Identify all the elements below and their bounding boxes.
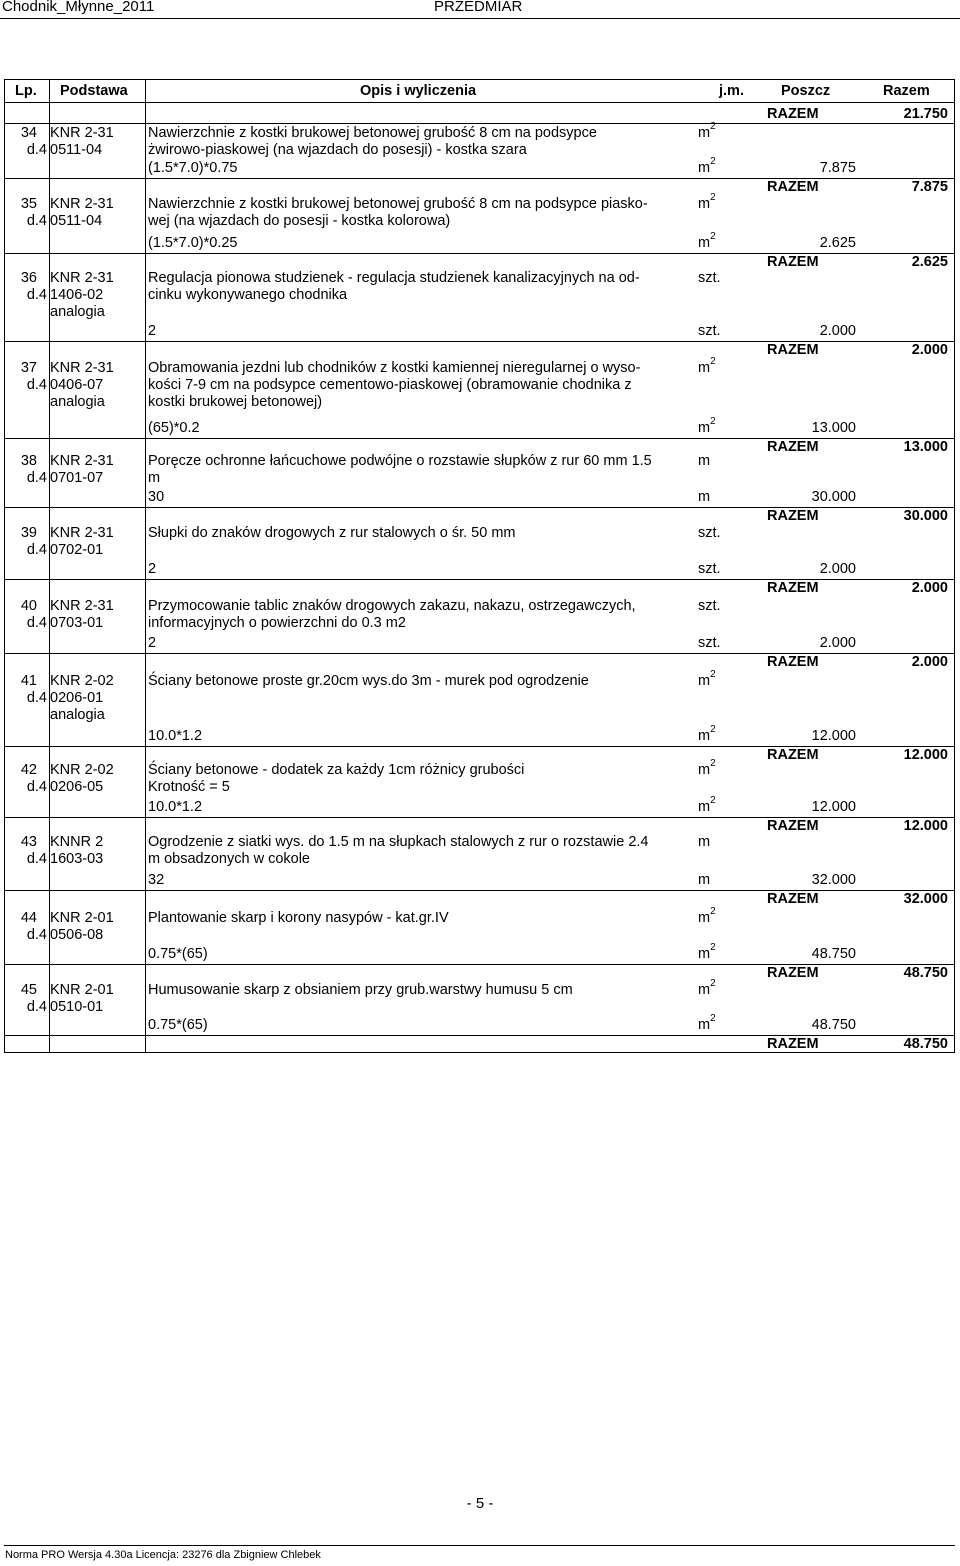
razem-label: RAZEM	[767, 439, 819, 455]
razem-value: 2.000	[911, 654, 948, 670]
item-poszcz: 2.625	[819, 235, 856, 251]
calc-unit: $m^2$	[698, 231, 716, 251]
col-razem: Razem	[883, 83, 930, 99]
item-lp: 44	[20, 910, 37, 926]
cost-estimate-table	[4, 79, 955, 1053]
item-description: wej (na wjazdach do posesji - kostka kolorowa)	[148, 213, 451, 229]
item-unit: $m^2$	[698, 906, 716, 926]
item-description: informacyjnych o powierzchni do 0.3 m2	[148, 615, 406, 631]
row-divider	[5, 1035, 954, 1036]
item-podstawa: 1406-02	[50, 287, 104, 303]
item-calculation: 0.75*(65)	[148, 1017, 208, 1033]
item-poszcz: 13.000	[811, 420, 856, 436]
item-description: Ściany betonowe proste gr.20cm wys.do 3m - murek pod ogrodzenie	[148, 673, 589, 689]
razem-value: 7.875	[911, 179, 948, 195]
calc-unit: m	[698, 872, 711, 888]
razem-value: 2.000	[911, 580, 948, 596]
item-podstawa: 0701-07	[50, 470, 104, 486]
item-description: Przymocowanie tablic znaków drogowych zakazu, nakazu, ostrzegawczych,	[148, 598, 636, 614]
item-podstawa: 0406-07	[50, 377, 104, 393]
item-unit: szt.	[698, 598, 721, 614]
razem-label: RAZEM	[767, 342, 819, 358]
item-lp: 37	[20, 360, 37, 376]
item-lp: 41	[20, 673, 37, 689]
item-poszcz: 12.000	[811, 728, 856, 744]
item-calculation: 10.0*1.2	[148, 728, 203, 744]
item-description: Humusowanie skarp z obsianiem przy grub.warstwy humusu 5 cm	[148, 982, 573, 998]
item-podstawa: KNR 2-31	[50, 270, 114, 286]
item-lp: 38	[20, 453, 37, 469]
razem-value: 2.625	[911, 254, 948, 270]
table-header	[5, 80, 954, 103]
item-calculation: (1.5*7.0)*0.75	[148, 160, 238, 176]
item-description: Krotność = 5	[148, 779, 230, 795]
item-calculation: 2	[148, 323, 157, 339]
col-poszcz: Poszcz	[781, 83, 831, 99]
item-calculation: 2	[148, 635, 157, 651]
item-unit: $m^2$	[698, 978, 716, 998]
razem-label: RAZEM	[767, 654, 819, 670]
item-unit: $m^2$	[698, 758, 716, 778]
item-d: d.4	[26, 142, 47, 158]
item-lp: 40	[20, 598, 37, 614]
item-podstawa: KNR 2-31	[50, 196, 114, 212]
item-poszcz: 12.000	[811, 799, 856, 815]
item-description: Słupki do znaków drogowych z rur stalowych o śr. 50 mm	[148, 525, 516, 541]
item-podstawa: KNR 2-31	[50, 453, 114, 469]
col-opis: Opis i wyliczenia	[360, 83, 477, 99]
row-divider	[5, 123, 954, 124]
row-divider	[5, 253, 954, 254]
item-poszcz: 2.000	[819, 635, 856, 651]
item-description: Nawierzchnie z kostki brukowej betonowej grubość 8 cm na podsypce	[148, 125, 597, 141]
item-lp: 45	[20, 982, 37, 998]
item-description: Poręcze ochronne łańcuchowe podwójne o rozstawie słupków z rur 60 mm 1.5	[148, 453, 652, 469]
footer-license: Norma PRO Wersja 4.30a Licencja: 23276 dla Zbigniew Chlebek	[5, 1549, 321, 1561]
razem-value: 12.000	[903, 818, 948, 834]
row-divider	[5, 817, 954, 818]
col-jm: j.m.	[719, 83, 744, 99]
item-lp: 34	[20, 125, 37, 141]
col-lp: Lp.	[15, 83, 37, 99]
row-divider	[5, 341, 954, 342]
razem-label: RAZEM	[767, 580, 819, 596]
calc-unit: $m^2$	[698, 1013, 716, 1033]
col-podstawa: Podstawa	[60, 83, 128, 99]
item-poszcz: 48.750	[811, 946, 856, 962]
item-d: d.4	[26, 690, 47, 706]
item-lp: 42	[20, 762, 37, 778]
item-d: d.4	[26, 851, 47, 867]
item-poszcz: 48.750	[811, 1017, 856, 1033]
razem-label: RAZEM	[767, 747, 819, 763]
item-podstawa: KNNR 2	[50, 834, 104, 850]
item-podstawa: 0206-01	[50, 690, 104, 706]
razem-label: RAZEM	[767, 1036, 819, 1052]
item-poszcz: 2.000	[819, 561, 856, 577]
item-description: kości 7-9 cm na podsypce cementowo-piaskowej (obramowanie chodnika z	[148, 377, 632, 393]
item-poszcz: 7.875	[819, 160, 856, 176]
item-d: d.4	[26, 779, 47, 795]
item-podstawa: KNR 2-31	[50, 525, 114, 541]
razem-value: 13.000	[903, 439, 948, 455]
item-d: d.4	[26, 287, 47, 303]
row-divider	[5, 653, 954, 654]
row-divider	[5, 178, 954, 179]
calc-unit: $m^2$	[698, 724, 716, 744]
item-podstawa: 1603-03	[50, 851, 104, 867]
row-divider	[5, 964, 954, 965]
razem-label: RAZEM	[767, 891, 819, 907]
calc-unit: $m^2$	[698, 795, 716, 815]
item-d: d.4	[26, 377, 47, 393]
item-description: Ściany betonowe - dodatek za każdy 1cm różnicy grubości	[148, 762, 525, 778]
razem-value: 2.000	[911, 342, 948, 358]
item-poszcz: 32.000	[811, 872, 856, 888]
razem-label: RAZEM	[767, 254, 819, 270]
item-podstawa: KNR 2-01	[50, 982, 114, 998]
item-description: m	[148, 470, 161, 486]
item-podstawa: KNR 2-01	[50, 910, 114, 926]
item-poszcz: 2.000	[819, 323, 856, 339]
item-podstawa: 0506-08	[50, 927, 104, 943]
item-calculation: 0.75*(65)	[148, 946, 208, 962]
razem-value: 48.750	[903, 965, 948, 981]
item-calculation: 32	[148, 872, 165, 888]
header-rule	[0, 18, 960, 19]
project-name: Chodnik_Młynne_2011	[2, 0, 155, 15]
item-podstawa: 0510-01	[50, 999, 104, 1015]
item-podstawa: KNR 2-31	[50, 360, 114, 376]
item-unit: m	[698, 453, 711, 469]
calc-unit: $m^2$	[698, 416, 716, 436]
calc-unit: $m^2$	[698, 156, 716, 176]
calc-unit: $m^2$	[698, 942, 716, 962]
item-description: Nawierzchnie z kostki brukowej betonowej grubość 8 cm na podsypce piasko-	[148, 196, 648, 212]
item-d: d.4	[26, 615, 47, 631]
item-podstawa: KNR 2-31	[50, 125, 114, 141]
item-podstawa: analogia	[50, 394, 105, 410]
item-podstawa: 0703-01	[50, 615, 104, 631]
calc-unit: szt.	[698, 635, 721, 651]
razem-label: RAZEM	[767, 106, 819, 122]
razem-label: RAZEM	[767, 818, 819, 834]
item-description: cinku wykonywanego chodnika	[148, 287, 348, 303]
item-podstawa: analogia	[50, 304, 105, 320]
item-d: d.4	[26, 542, 47, 558]
item-d: d.4	[26, 470, 47, 486]
row-divider	[5, 438, 954, 439]
row-divider	[5, 579, 954, 580]
footer-rule	[4, 1545, 955, 1546]
item-podstawa: 0702-01	[50, 542, 104, 558]
item-podstawa: 0511-04	[50, 213, 103, 229]
item-calculation: 2	[148, 561, 157, 577]
item-d: d.4	[26, 213, 47, 229]
item-description: żwirowo-piaskowej (na wjazdach do posesji) - kostka szara	[148, 142, 527, 158]
razem-value: 30.000	[903, 508, 948, 524]
item-unit: m	[698, 834, 711, 850]
item-lp: 35	[20, 196, 37, 212]
calc-unit: szt.	[698, 323, 721, 339]
item-calculation: (1.5*7.0)*0.25	[148, 235, 238, 251]
item-d: d.4	[26, 999, 47, 1015]
item-d: d.4	[26, 927, 47, 943]
item-calculation: 30	[148, 489, 165, 505]
razem-value: 48.750	[903, 1036, 948, 1052]
item-podstawa: KNR 2-31	[50, 598, 114, 614]
razem-label: RAZEM	[767, 508, 819, 524]
item-description: m obsadzonych w cokole	[148, 851, 310, 867]
item-podstawa: 0511-04	[50, 142, 103, 158]
row-divider	[5, 746, 954, 747]
razem-value: 32.000	[903, 891, 948, 907]
item-podstawa: KNR 2-02	[50, 762, 114, 778]
item-unit: $m^2$	[698, 121, 716, 141]
calc-unit: szt.	[698, 561, 721, 577]
item-description: kostki brukowej betonowej)	[148, 394, 323, 410]
razem-value: 21.750	[903, 106, 948, 122]
razem-label: RAZEM	[767, 179, 819, 195]
document-type: PRZEDMIAR	[434, 0, 523, 15]
item-unit: $m^2$	[698, 192, 716, 212]
item-description: Obramowania jezdni lub chodników z kostki kamiennej nieregularnej o wyso-	[148, 360, 641, 376]
razem-label: RAZEM	[767, 965, 819, 981]
col-divider	[145, 80, 146, 1052]
page-number: - 5 -	[466, 1495, 494, 1512]
item-lp: 39	[20, 525, 37, 541]
item-unit: $m^2$	[698, 669, 716, 689]
item-unit: $m^2$	[698, 356, 716, 376]
calc-unit: m	[698, 489, 711, 505]
item-unit: szt.	[698, 525, 721, 541]
item-calculation: (65)*0.2	[148, 420, 200, 436]
razem-value: 12.000	[903, 747, 948, 763]
item-poszcz: 30.000	[811, 489, 856, 505]
item-description: Plantowanie skarp i korony nasypów - kat.gr.IV	[148, 910, 449, 926]
item-lp: 36	[20, 270, 37, 286]
item-description: Regulacja pionowa studzienek - regulacja studzienek kanalizacyjnych na od-	[148, 270, 640, 286]
item-unit: szt.	[698, 270, 721, 286]
item-lp: 43	[20, 834, 37, 850]
item-podstawa: KNR 2-02	[50, 673, 114, 689]
item-podstawa: 0206-05	[50, 779, 104, 795]
item-podstawa: analogia	[50, 707, 105, 723]
row-divider	[5, 890, 954, 891]
page-header	[0, 0, 960, 18]
row-divider	[5, 507, 954, 508]
item-calculation: 10.0*1.2	[148, 799, 203, 815]
item-description: Ogrodzenie z siatki wys. do 1.5 m na słupkach stalowych z rur o rozstawie 2.4	[148, 834, 649, 850]
